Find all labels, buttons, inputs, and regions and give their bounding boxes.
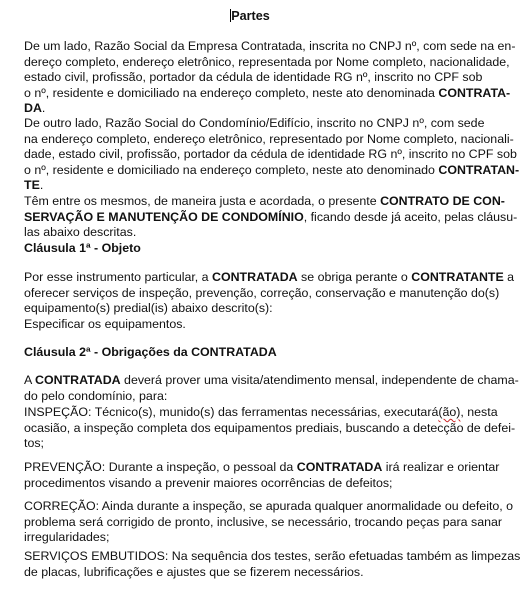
- paragraph-line: tos;: [24, 436, 44, 450]
- paragraph-line: SERVAÇÃO E MANUTENÇÃO DE CONDOMÍNIO, ficando desde já aceito, pelas cláusu-: [24, 209, 518, 224]
- paragraph-line: na endereço completo, endereço eletrônico, representado por Nome completo, nacionali-: [24, 131, 514, 146]
- paragraph-line: Por esse instrumento particular, a CONTRATADA se obriga perante o CONTRATANTE a: [24, 270, 515, 284]
- paragraph-line: PREVENÇÃO: Durante a inspeção, o pessoal da CONTRATADA irá realizar e orientar: [24, 460, 500, 474]
- agreement-paragraph: [24, 194, 518, 241]
- clause-2-intro-paragraph: [24, 373, 519, 404]
- paragraph-line: ocasião, a inspeção completa dos equipamentos prediais, buscando a detecção de defei-: [24, 420, 516, 435]
- clause-2-heading: Cláusula 2ª - Obrigações da CONTRATADA: [24, 345, 277, 359]
- paragraph-line: SERVIÇOS EMBUTIDOS: Na sequência dos testes, serão efetuadas também as limpezas: [24, 549, 520, 563]
- paragraph-line: Especificar os equipamentos.: [24, 317, 186, 331]
- equipment-placeholder-paragraph: [24, 317, 475, 333]
- paragraph-line: dade, estado civil, profissão, portador da cédula de identidade RG nº, inscrito no CPF sob: [24, 147, 517, 161]
- paragraph-line: dereço completo, endereço eletrônico, representada por Nome completo, nacionalidade,: [24, 54, 510, 69]
- paragraph-line: procedimentos visando a prevenir maiores ocorrências de defeitos;: [24, 475, 393, 490]
- document-title: Partes: [231, 9, 270, 23]
- spellcheck-underline: (ão): [438, 405, 461, 419]
- correcao-paragraph: [24, 499, 514, 546]
- paragraph-line: estado civil, profissão, portador da cédula de identidade RG nº, inscrito no CPF sob: [24, 70, 483, 84]
- paragraph-line: De um lado, Razão Social da Empresa Contratada, inscrita no CNPJ nº, com sede na en-: [24, 39, 516, 53]
- paragraph-line: CORREÇÃO: Ainda durante a inspeção, se apurada qualquer anormalidade ou defeito, o: [24, 499, 514, 513]
- paragraph-line: de placas, lubrificações e ajustes que se fizerem necessários.: [24, 564, 364, 579]
- paragraph-line: TE.: [24, 178, 44, 192]
- party-contratante-paragraph: [24, 116, 520, 194]
- paragraph-line: las abaixo descritas.: [24, 225, 137, 239]
- paragraph-line: De outro lado, Razão Social do Condomínio/Edifício, inscrito no CNPJ nº, com sede: [24, 116, 485, 130]
- paragraph-line: irregularidades;: [24, 530, 110, 544]
- paragraph-line: equipamento(s) predial(is) abaixo descrito(s):: [24, 301, 273, 315]
- inspecao-paragraph: [24, 405, 516, 452]
- paragraph-line: do pelo condomínio, para:: [24, 388, 168, 403]
- prevencao-paragraph: [24, 460, 500, 491]
- paragraph-line: problema será corrigido de pronto, inclusive, se necessário, trocando peças para sanar: [24, 514, 502, 529]
- paragraph-line: DA.: [24, 101, 46, 115]
- paragraph-line: oferecer serviços de inspeção, prevenção, correção, conservação e manutenção do(s): [24, 285, 500, 300]
- paragraph-line: A CONTRATADA deverá prover uma visita/atendimento mensal, independente de chama-: [24, 373, 519, 387]
- paragraph-line: o nº, residente e domiciliado na endereço completo, neste ato denominada CONTRATA-: [24, 85, 511, 100]
- servicos-embutidos-paragraph: [24, 549, 520, 580]
- paragraph-line: INSPEÇÃO: Técnico(s), munido(s) das ferramentas necessárias, executará(ão), nesta: [24, 405, 498, 419]
- paragraph-line: Têm entre os mesmos, de maneira justa e acordada, o presente CONTRATO DE CON-: [24, 194, 505, 208]
- clause-1-paragraph: [24, 270, 515, 317]
- paragraph-line: o nº, residente e domiciliado na endereço completo, neste ato denominado CONTRATAN-: [24, 162, 520, 177]
- clause-1-heading: Cláusula 1ª - Objeto: [24, 241, 141, 255]
- party-contratada-paragraph: [24, 39, 516, 117]
